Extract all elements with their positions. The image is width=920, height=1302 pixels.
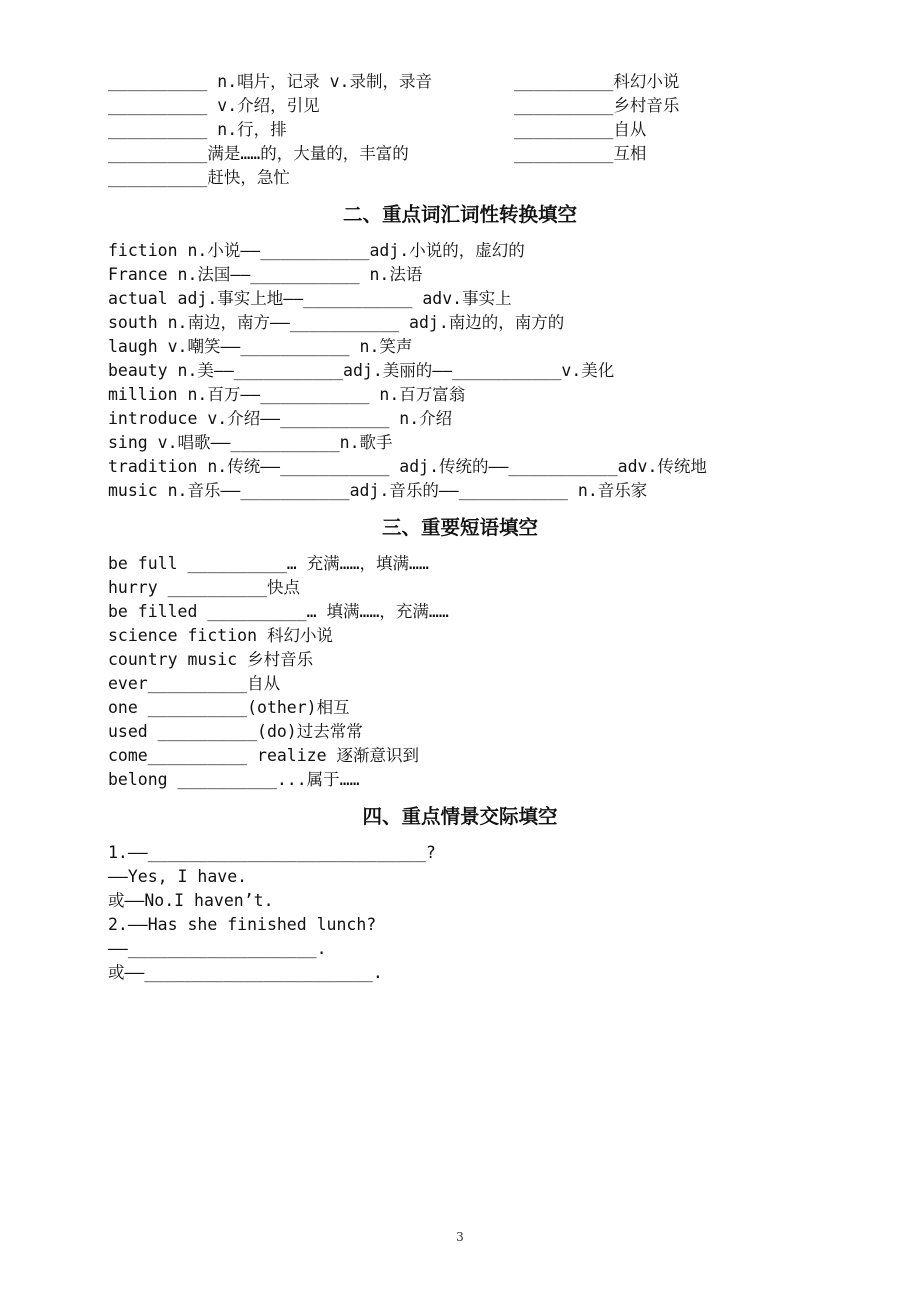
vocab-line-right: __________互相 bbox=[514, 144, 647, 163]
phrase-line: hurry __________快点 bbox=[108, 578, 300, 597]
dialogue-line: 或——No.I haven’t. bbox=[108, 891, 274, 910]
word-form-line: sing v.唱歌——___________n.歌手 bbox=[108, 433, 393, 452]
section-2-title: 二、重点词汇词性转换填空 bbox=[342, 203, 577, 226]
vocab-line-right: __________乡村音乐 bbox=[514, 96, 680, 115]
dialogue-line: ——___________________. bbox=[108, 939, 327, 958]
section-4-title: 四、重点情景交际填空 bbox=[362, 805, 558, 828]
phrase-line: come__________ realize 逐渐意识到 bbox=[108, 746, 419, 765]
phrase-line: used __________(do)过去常常 bbox=[108, 722, 363, 741]
phrase-line: be full __________… 充满……，填满…… bbox=[108, 554, 429, 573]
vocab-line: __________ n.唱片，记录 v.录制，录音 bbox=[108, 72, 432, 91]
phrase-line: science fiction 科幻小说 bbox=[108, 626, 333, 645]
dialogue-line: ——Yes, I have. bbox=[108, 867, 248, 886]
word-form-line: fiction n.小说——___________adj.小说的，虚幻的 bbox=[108, 241, 525, 260]
vocab-line: __________赶快，急忙 bbox=[108, 168, 290, 187]
vocab-line: __________满是……的，大量的，丰富的 bbox=[108, 144, 409, 163]
vocab-line-right: __________科幻小说 bbox=[514, 72, 680, 91]
vocab-line-right: __________自从 bbox=[514, 120, 647, 139]
word-form-line: music n.音乐——___________adj.音乐的——___________ n.音乐家 bbox=[108, 481, 648, 500]
dialogue-line: 1.——____________________________? bbox=[108, 843, 436, 862]
section-3-title: 三、重要短语填空 bbox=[381, 516, 538, 539]
word-form-line: France n.法国——___________ n.法语 bbox=[108, 265, 423, 284]
dialogue-line: 2.——Has she finished lunch? bbox=[108, 915, 377, 934]
word-form-line: laugh v.嘲笑——___________ n.笑声 bbox=[108, 337, 413, 356]
word-form-line: tradition n.传统——___________ adj.传统的——___________adv.传统地 bbox=[108, 457, 707, 476]
dialogue-line: 或——_______________________. bbox=[108, 963, 383, 982]
phrase-line: belong __________...属于…… bbox=[108, 770, 360, 789]
phrase-line: be filled __________… 填满……，充满…… bbox=[108, 602, 449, 621]
word-form-line: million n.百万——___________ n.百万富翁 bbox=[108, 385, 466, 404]
vocab-line: __________ v.介绍，引见 bbox=[108, 96, 320, 115]
word-form-line: actual adj.事实上地——___________ adv.事实上 bbox=[108, 289, 512, 308]
page-number: 3 bbox=[456, 1230, 464, 1244]
phrase-line: one __________(other)相互 bbox=[108, 698, 350, 717]
word-form-line: beauty n.美——___________adj.美丽的——___________v.美化 bbox=[108, 361, 615, 380]
word-form-line: introduce v.介绍——___________ n.介绍 bbox=[108, 409, 453, 428]
phrase-line: ever__________自从 bbox=[108, 674, 281, 693]
vocab-line: __________ n.行，排 bbox=[108, 120, 287, 139]
word-form-line: south n.南边，南方——___________ adj.南边的，南方的 bbox=[108, 313, 565, 332]
phrase-line: country music 乡村音乐 bbox=[108, 650, 314, 669]
